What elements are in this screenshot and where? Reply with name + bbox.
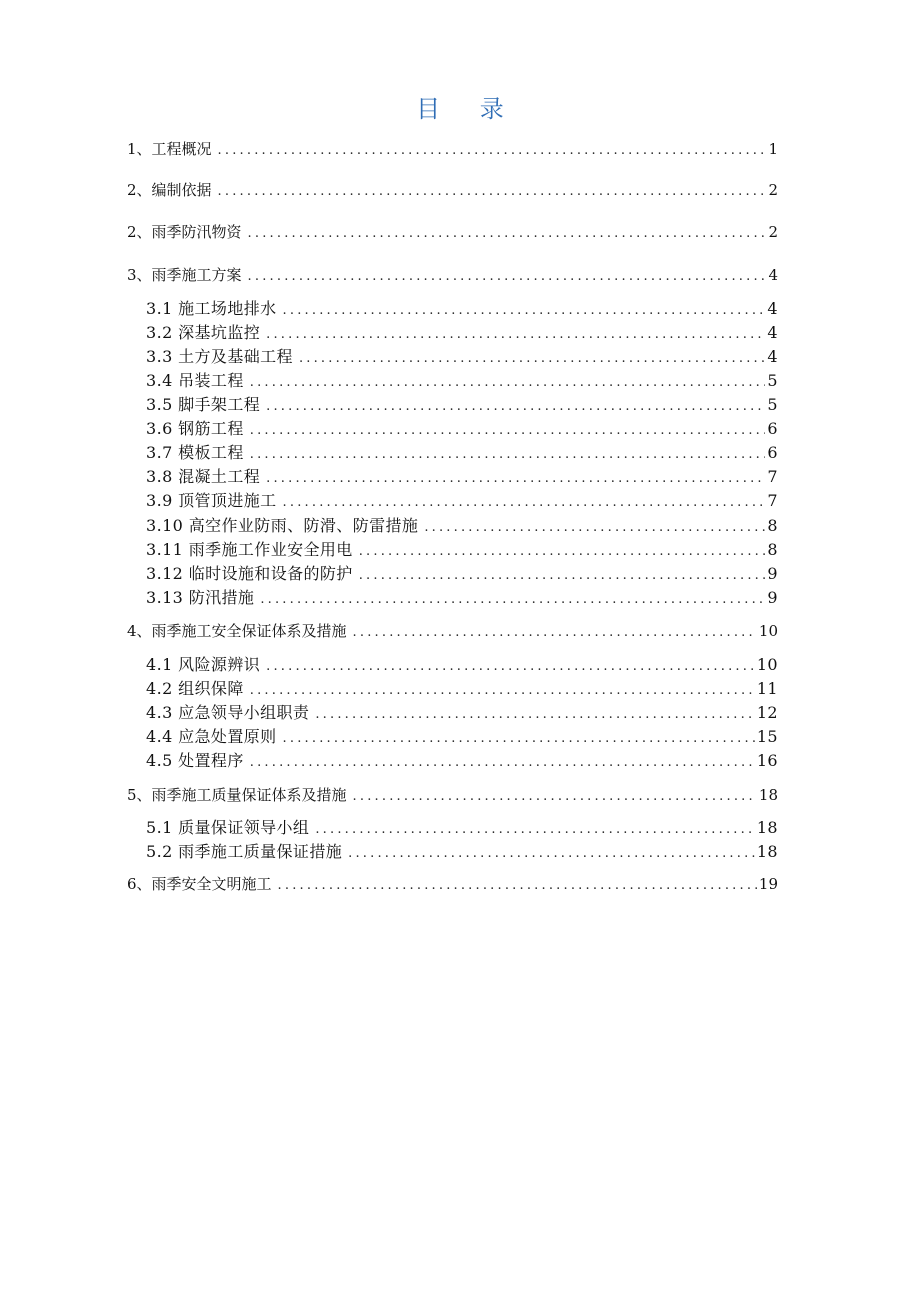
toc-entry-page: 15 (756, 727, 778, 746)
toc-subentry[interactable] (146, 418, 778, 440)
toc-entry-label: 3.9 顶管顶进施工 (146, 490, 283, 512)
toc-entry-page: 2 (768, 181, 778, 199)
toc-entry-page: 12 (756, 703, 778, 722)
toc-subentry[interactable] (146, 563, 778, 585)
toc-leader-dots (248, 266, 767, 286)
toc-leader-dots (283, 300, 766, 320)
toc-leader-dots (315, 704, 754, 724)
toc-leader-dots (278, 875, 757, 895)
toc-entry-label: 4.4 应急处置原则 (146, 726, 283, 748)
toc-leader-dots (299, 348, 765, 368)
toc-entry-label: 1、工程概况 (127, 138, 218, 160)
toc-entry-page: 4 (767, 299, 778, 318)
toc-entry-page: 9 (767, 564, 778, 583)
toc-entry-label: 3.5 脚手架工程 (146, 394, 266, 416)
toc-entry-label: 3.6 钢筋工程 (146, 418, 250, 440)
toc-subentry[interactable] (146, 678, 778, 700)
toc-entry-label: 3.3 土方及基础工程 (146, 346, 299, 368)
toc-leader-dots (250, 420, 766, 440)
toc-subentry[interactable] (146, 394, 778, 416)
toc-entry-label: 5、雨季施工质量保证体系及措施 (127, 784, 353, 806)
toc-subentry[interactable] (146, 442, 778, 464)
toc-subentry[interactable] (146, 587, 778, 609)
toc-entry-page: 16 (756, 751, 778, 770)
toc-subentry[interactable] (146, 841, 778, 863)
toc-entry-label: 2、编制依据 (127, 179, 218, 201)
toc-entry-label: 3.10 高空作业防雨、防滑、防雷措施 (146, 515, 424, 537)
toc-entry-page: 7 (767, 491, 778, 510)
toc-entry[interactable] (127, 221, 778, 243)
toc-entry-page: 4 (767, 347, 778, 366)
toc-leader-dots (248, 223, 767, 243)
toc-leader-dots (266, 656, 755, 676)
toc-entry-page: 11 (756, 679, 778, 698)
toc-subentry[interactable] (146, 466, 778, 488)
toc-entry[interactable] (127, 873, 778, 895)
toc-entry-label: 4.1 风险源辨识 (146, 654, 266, 676)
toc-entry[interactable] (127, 264, 778, 286)
toc-leader-dots (283, 492, 766, 512)
toc-subentry[interactable] (146, 750, 778, 772)
toc-subentry[interactable] (146, 726, 778, 748)
toc-entry-page: 18 (758, 786, 778, 804)
toc-leader-dots (218, 181, 767, 201)
toc-entry-page: 2 (768, 223, 778, 241)
toc-entry-label: 3.4 吊装工程 (146, 370, 250, 392)
toc-leader-dots (348, 843, 755, 863)
toc-entry-page: 6 (767, 419, 778, 438)
toc-leader-dots (315, 819, 754, 839)
toc-entry[interactable] (127, 620, 778, 642)
toc-leader-dots (266, 396, 765, 416)
toc-entry-page: 10 (756, 655, 778, 674)
toc-entry-label: 3.13 防汛措施 (146, 587, 260, 609)
toc-title: 目 录 (416, 95, 520, 123)
toc-subentry[interactable] (146, 539, 778, 561)
toc-entry-page: 18 (756, 818, 778, 837)
toc-leader-dots (266, 324, 765, 344)
toc-entry-page: 5 (767, 371, 778, 390)
toc-entry-page: 4 (767, 323, 778, 342)
toc-entry-label: 4.5 处置程序 (146, 750, 250, 772)
toc-leader-dots (424, 517, 765, 537)
toc-entry-page: 6 (767, 443, 778, 462)
toc-entry-label: 2、雨季防汛物资 (127, 221, 248, 243)
toc-leader-dots (353, 622, 757, 642)
toc-subentry[interactable] (146, 298, 778, 320)
toc-subentry[interactable] (146, 490, 778, 512)
toc-subentry[interactable] (146, 654, 778, 676)
toc-entry-label: 3.2 深基坑监控 (146, 322, 266, 344)
toc-entry[interactable] (127, 784, 778, 806)
toc-entry-label: 4.2 组织保障 (146, 678, 250, 700)
toc-leader-dots (250, 372, 766, 392)
toc-entry-label: 4、雨季施工安全保证体系及措施 (127, 620, 353, 642)
toc-subentry[interactable] (146, 346, 778, 368)
toc-entry-page: 4 (768, 266, 778, 284)
toc-subentry[interactable] (146, 515, 778, 537)
toc-subentry[interactable] (146, 702, 778, 724)
toc-entry-page: 8 (767, 516, 778, 535)
toc-entry[interactable] (127, 138, 778, 160)
toc-leader-dots (260, 589, 765, 609)
toc-leader-dots (266, 468, 765, 488)
toc-leader-dots (250, 752, 755, 772)
toc-subentry[interactable] (146, 817, 778, 839)
toc-subentry[interactable] (146, 322, 778, 344)
toc-entry-label: 3.12 临时设施和设备的防护 (146, 563, 359, 585)
toc-leader-dots (359, 565, 766, 585)
toc-entry-label: 3、雨季施工方案 (127, 264, 248, 286)
toc-entry-page: 5 (767, 395, 778, 414)
toc-subentry[interactable] (146, 370, 778, 392)
toc-leader-dots (250, 444, 766, 464)
toc-leader-dots (283, 728, 755, 748)
toc-entry-page: 10 (758, 622, 778, 640)
toc-entry-label: 5.1 质量保证领导小组 (146, 817, 315, 839)
toc-entry-page: 1 (768, 140, 778, 158)
toc-entry-page: 7 (767, 467, 778, 486)
toc-entry-label: 3.1 施工场地排水 (146, 298, 283, 320)
toc-entry-page: 9 (767, 588, 778, 607)
toc-entry[interactable] (127, 179, 778, 201)
toc-entry-label: 4.3 应急领导小组职责 (146, 702, 315, 724)
toc-entry-label: 6、雨季安全文明施工 (127, 873, 278, 895)
toc-entry-label: 3.7 模板工程 (146, 442, 250, 464)
toc-entry-page: 8 (767, 540, 778, 559)
toc-entry-label: 3.8 混凝土工程 (146, 466, 266, 488)
toc-entry-page: 19 (758, 875, 778, 893)
toc-leader-dots (218, 140, 767, 160)
toc-leader-dots (359, 541, 766, 561)
toc-entry-page: 18 (756, 842, 778, 861)
toc-entry-label: 3.11 雨季施工作业安全用电 (146, 539, 359, 561)
toc-leader-dots (250, 680, 755, 700)
toc-leader-dots (353, 786, 757, 806)
toc-entry-label: 5.2 雨季施工质量保证措施 (146, 841, 348, 863)
